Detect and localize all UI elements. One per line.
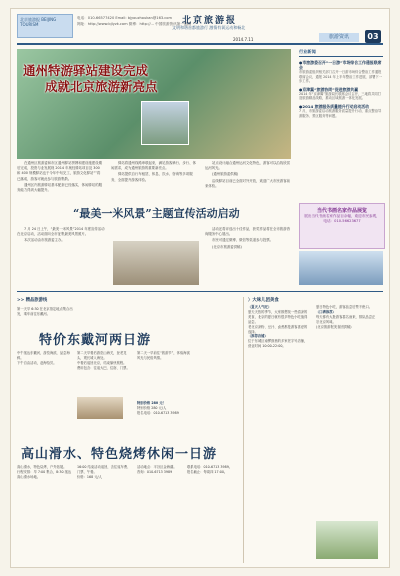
sidebar-news-item	[299, 87, 383, 101]
lead-paragraph: 站点设计融合通州运河文化特色，游客可以沿线欣赏运河风光。	[205, 161, 290, 171]
food-text: 每天都有大批游客慕名而来，排队品尝正宗北京风味。	[316, 314, 376, 324]
issue-date: 2014.7.11	[233, 37, 254, 42]
food-col-1	[248, 305, 310, 349]
route-text: 咨询：010-6713 3989	[137, 469, 173, 474]
route-text: 高山滑水，特色烧烤，户外拓展。	[17, 465, 67, 469]
ad-title: 当代书画名家作品展览	[316, 208, 367, 214]
route1-col-1b	[17, 351, 73, 366]
second-story-title: “最美一米风景”主题宣传活动启动	[73, 207, 240, 220]
event-photo	[113, 241, 199, 285]
sidebar-news-body: 2014 年“京津冀”旅游局长联席会议召开，三地将共同打造旅游精品线路，推动区域旅游一体化发展。	[299, 91, 382, 101]
lead-inset-photo	[141, 101, 189, 145]
second-col-1	[17, 227, 107, 245]
second-paragraph: 本次活动由市旅游委主办。	[24, 238, 65, 243]
masthead-contact: 电话：010-66577420 Email: bjyouzhoukan@163.com	[77, 16, 172, 20]
food-subhead: 〈推荐店铺〉	[248, 334, 268, 339]
logo-text: 北京旅游报 BEIJING TOURISM	[20, 17, 57, 27]
lead-col-2	[111, 161, 197, 184]
column-tag: 旅游资讯	[319, 33, 359, 42]
route1-price-label: 特别价格 280 元！	[137, 401, 166, 405]
sidebar-news-title: ●京津冀“旅游协同”促进旅游共赢	[299, 86, 359, 92]
lead-col-3	[205, 161, 291, 190]
sidebar-news-body: 市旅游委组织相关部门召开一日游市场综合整治工作通报联席会议，通报 2014 年上半年整治工作进展，部署下一步工作。	[299, 70, 383, 84]
food-subhead: 〈夏天人气旺〉	[248, 305, 272, 309]
exhibition-ad	[299, 203, 385, 249]
lead-photo	[17, 49, 291, 159]
route1-title: 特价东戴河两日游	[39, 333, 152, 348]
route-text: 中餐后返回北京，结束愉快旅程。	[77, 360, 127, 365]
route1-col-2	[77, 351, 133, 371]
route-text: 价格：168 元/人	[77, 474, 102, 479]
second-paragraph: 市民可通过微博、微信等渠道参与投票。	[212, 238, 274, 243]
route-text: 费用包含：往返大巴、住宿、门票。	[77, 365, 130, 370]
route1-photo	[77, 397, 123, 419]
paper-name: 北京旅游报	[182, 16, 238, 26]
lead-title-1: 通州特游驿站建设完成	[23, 63, 149, 78]
masthead-web: 网址：http://www.bjlyzk.com 微博：http://... 中国旅游资讯第一品牌	[77, 22, 192, 26]
food-subhead: 〈口碑推荐〉	[316, 309, 336, 314]
lead-title-2: 成就北京旅游新亮点	[45, 79, 158, 94]
route-text: 下午自由活动，赶海拾贝。	[17, 360, 57, 365]
food-text: 夏天天热的季节，大家都想找一些清凉的美食，北京的夏日就有很多特色小吃值得品尝。	[248, 309, 308, 324]
second-paragraph: 7 月 24 日上午，“最美一米风景”2014 年度宣传活动在北京启动，活动面向全市征集最美风景照片。	[17, 227, 105, 237]
route2-col-1	[17, 465, 73, 480]
news-sidebar	[299, 49, 383, 285]
masthead-logo	[17, 14, 73, 38]
food-text: 老北京凉粉、豆汁、卤煮都是游客喜爱的选择。	[248, 324, 308, 334]
route1-price	[137, 401, 193, 416]
route2-col-4	[187, 465, 239, 475]
food-column	[243, 297, 383, 563]
route2-col-2	[77, 465, 133, 480]
route1-col-3	[137, 351, 193, 361]
sidebar-news-title: ●市旅游委召开“一日游”市场综合工作通报联席会	[299, 60, 382, 70]
ad-body: 展出当代书画名家作品百余幅，欢迎市民参观，电话：010-56623677	[304, 214, 380, 223]
page-number: 03	[365, 30, 381, 43]
second-paragraph: (北京市旅游委供稿)	[212, 244, 242, 249]
route-text: 联系电话：010-6713 3989。	[187, 465, 233, 469]
lead-paragraph: (通州旅游委供稿)	[212, 172, 239, 177]
sidebar-news-item	[299, 60, 383, 84]
sidebar-news-title: ●2014 旅游服务质量提升行动启动活动	[299, 103, 370, 109]
masthead	[17, 13, 383, 45]
lead-paragraph: 沿线驿站目前已全面对外开放，欢迎广大市民游客前来体验。	[205, 178, 290, 188]
route2-col-3	[137, 465, 193, 475]
food-photo	[316, 521, 378, 559]
lead-paragraph: 通州区内旅游驿站基本配套已经落实，休闲驿站的服务能力得到大幅提升。	[17, 182, 102, 193]
route-text: 报名电话：010-6713 3989	[137, 410, 179, 415]
route2-title: 高山滑水、特色烧烤休闲一日游	[21, 447, 218, 462]
route-text: 第二天早餐后游览山海关，登老龙头，观长城入海处。	[77, 351, 127, 360]
lead-col-1	[17, 161, 103, 194]
route1-col-1	[17, 307, 73, 317]
section-label: >> 精品旅游线	[17, 298, 48, 303]
route-text: 行程安排：早 7:00 集合，8:30 抵达高山滑水场地。	[17, 469, 72, 479]
sidebar-header: 行业新闻	[299, 49, 383, 57]
lead-section	[17, 49, 291, 285]
route-text: 活动地点：平谷区金海湖。	[137, 465, 177, 469]
route-text: 报名截止：每周四 17:00。	[187, 469, 228, 474]
sidebar-photo	[299, 251, 383, 285]
route-text: 特别价格 280 元/人	[137, 405, 167, 410]
food-title: 〉大味儿团美食	[248, 298, 279, 303]
route-text: 第一天早 6:30 在北京指定地点集合出发，乘车前往东戴河。	[17, 307, 73, 316]
food-text: 位于东城区南锣鼓巷的多家老字号店铺，营业时间 10:00-22:00。	[248, 339, 308, 349]
second-col-3	[205, 227, 291, 251]
second-paragraph: 活动还将评选出十佳作品，获奖作品将在全市旅游咨询服务中心展出。	[205, 227, 290, 237]
newspaper-page	[10, 8, 390, 568]
sidebar-news-item	[299, 104, 383, 118]
masthead-slogan: 文明和谐首都旅游行 激情有氧运动和畅北	[172, 25, 246, 30]
lead-paragraph: 在通州区旅游委和市区通州驿站拼搏和建设施建设期后完成，投资与业发展现 2014 年奥经驿站项目及 300 和 400 规模驿站也于今年中旬完工，旅游文化驿站“”将已落成，游客可就此参与旅游集散。	[17, 161, 102, 181]
lead-paragraph: 驿站将通州线路串联起来，满足游客骑行、步行、休闲需求，成为通州旅游的重要新亮点。	[111, 161, 196, 171]
sidebar-news-body: 7 月，市旅游委启动旅游服务质量提升行动，重点整治导游服务、景区服务等问题。	[299, 108, 382, 118]
food-text: (北京旅游报美食团供稿)	[316, 324, 352, 329]
routes-section	[17, 297, 383, 563]
food-col-2	[316, 305, 378, 330]
route-text: 第二天一早前往“旅游节”，体验海滨风光与民俗风情。	[137, 351, 190, 360]
food-text: 夏日特色小吃，游客品尝后赞不绝口。	[316, 305, 373, 309]
route-text: 中午抵达东戴河，游览海滨，品尝海鲜。	[17, 351, 70, 360]
route-text: 16:00 结束活动返回，含往返车费、门票、午餐。	[77, 465, 131, 474]
section-divider	[17, 291, 383, 292]
lead-paragraph: 驿站提供自行车租赁、休息、饮水、咨询等多项服务，全面提升游客体验。	[111, 172, 193, 182]
